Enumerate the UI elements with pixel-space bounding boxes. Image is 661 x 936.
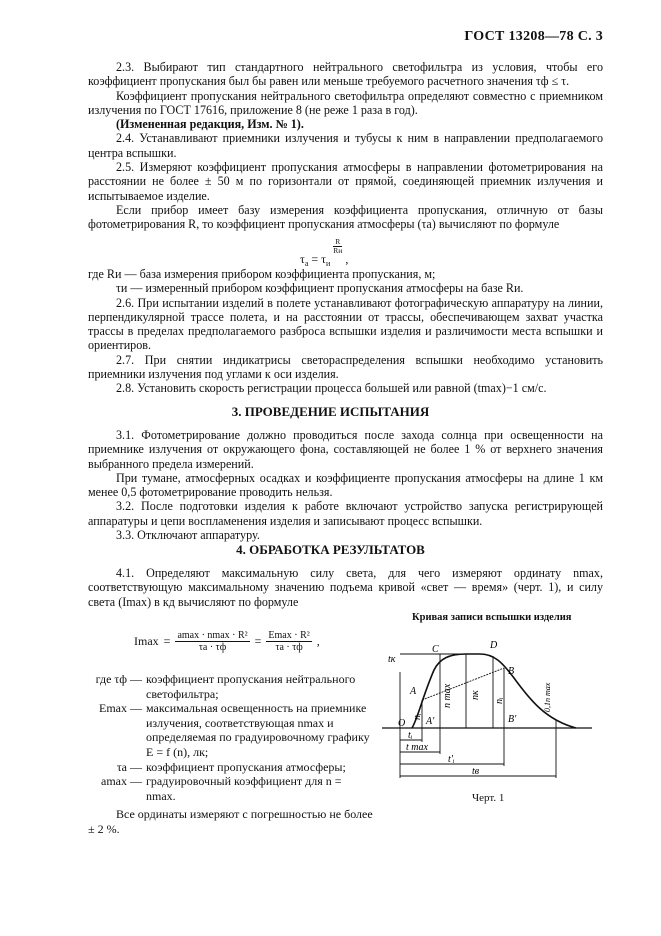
para-3-1: 3.1. Фотометрирование должно проводиться после захода солнца при освещенности на приемнике излучения от окружающего фона, составляющей не более 1 % от верхнего значения выбранного предела измерений. xyxy=(88,428,603,471)
ordinates xyxy=(400,654,556,778)
def-value: коэффициент пропускания атмосферы; xyxy=(146,759,346,774)
def-key: Emax — xyxy=(99,701,142,716)
def-value: коэффициент пропускания нейтрального светофильтра; xyxy=(146,672,356,701)
label-a1: A' xyxy=(426,716,435,727)
para-2-6: 2.6. При испытании изделий в полете устанавливают фотографическую аппаратуру на линии, перпендикулярной трассе полета, и на расстоянии от трассы, обеспечивающем захват участка трассы в пределах предполагаемого разброса вспышки изделия и различимости места вспышки и ориентиров. xyxy=(88,295,603,353)
formula-tail: , xyxy=(345,252,349,266)
label-tb: tв xyxy=(472,766,480,777)
para-3-2: 3.2. После подготовки изделия к работе включают устройство запуска регистрирующей аппаратуры и цепи воспламенения изделия и записывают процесс вспышки. xyxy=(88,499,603,528)
imax-eq: = xyxy=(163,634,171,648)
exp-den: Rи xyxy=(333,246,343,255)
figure-number: Черт. 1 xyxy=(472,792,505,804)
label-ti: tᵢ xyxy=(408,730,413,741)
section-2-text xyxy=(88,60,603,232)
section-3-heading: 3. ПРОВЕДЕНИЕ ИСПЫТАНИЯ xyxy=(231,404,430,419)
para-2-5b: Если прибор имеет базу измерения коэффициента пропускания, отличную от базы фотометрирования R, то коэффициент пропускания атмосферы (τа) вычисляют по формуле xyxy=(88,202,603,232)
frac2-num: Emax · R² xyxy=(268,630,310,641)
label-nmax: n max xyxy=(442,683,453,708)
accuracy-note: Все ординаты измеряют с погрешностью не более ± 2 %. xyxy=(88,807,373,836)
figure-caption: Кривая записи вспышки изделия xyxy=(412,612,572,623)
para-2-7: 2.7. При снятии индикатрисы светораспределения вспышки необходимо установить приемники излучения под углами к оси изделия. xyxy=(88,352,603,382)
frac1-den: τа · τф xyxy=(198,642,227,653)
def-r-u: где Rи — база измерения прибором коэффициента пропускания, м; xyxy=(88,267,436,281)
label-b1: B' xyxy=(508,714,517,725)
label-nk: nк xyxy=(470,690,481,700)
def-row-tau-a xyxy=(88,760,374,775)
def-tau-u: τи — измеренный прибором коэффициент пропускания атмосферы на базе Rи. xyxy=(116,281,524,296)
section-4-heading: 4. ОБРАБОТКА РЕЗУЛЬТАТОВ xyxy=(236,542,425,557)
imax-lhs: Imax xyxy=(134,634,159,648)
frac2-den: τа · τф xyxy=(275,642,303,653)
para-2-4: 2.4. Устанавливают приемники излучения и тубусы к ним в направлении предполагаемого центра вспышки. xyxy=(88,131,603,160)
label-b: B xyxy=(508,666,515,677)
frac1-num: amax · nmax · R² xyxy=(177,630,248,641)
def-value: максимальная освещенность на приемнике излучения, соответствующая nmax и определяемая по градуировочному графику E = f (n), лк; xyxy=(146,701,370,759)
label-a: A xyxy=(410,686,417,697)
imax-tail: , xyxy=(316,634,320,648)
section-2-cont xyxy=(88,267,603,396)
def-row-emax xyxy=(88,701,374,759)
para-2-5: 2.5. Измеряют коэффициент пропускания атмосферы в направлении фотометрирования на расстоянии не более ± 50 м по горизонтали от прямой, соединяющей приемник излучения и испытываемое изделие. xyxy=(88,160,603,203)
para-2-3: 2.3. Выбирают тип стандартного нейтрального светофильтра из условия, чтобы его коэффициент пропускания был бы равен или меньше требуемого расчетного значения τф ≤ τ. xyxy=(88,60,603,89)
label-ni1: nᵢ xyxy=(412,713,423,720)
imax-frac2 xyxy=(266,630,311,653)
exp-num: R xyxy=(333,238,342,247)
def-key: τа — xyxy=(116,759,142,774)
label-tmax: t max xyxy=(406,742,428,753)
label-o: O xyxy=(398,718,406,729)
def-row-amax xyxy=(88,774,374,803)
def-value: градуировочный коэффициент для n = nmax. xyxy=(146,774,342,803)
def-key: amax — xyxy=(101,774,142,789)
formula-lhs: τ xyxy=(300,252,305,266)
formula-imax xyxy=(134,630,320,653)
formula-rhs-sub: и xyxy=(326,259,331,268)
label-c: C xyxy=(432,644,439,655)
formula-rhs: τ xyxy=(321,252,326,266)
flash-curve-figure xyxy=(380,628,600,788)
label-ni2: nᵢ xyxy=(494,697,505,704)
formula-exponent xyxy=(333,238,342,255)
page-header: ГОСТ 13208—78 С. 3 xyxy=(464,29,603,44)
section-3-text xyxy=(88,428,603,542)
para-3-3: 3.3. Отключают аппаратуру. xyxy=(116,528,260,543)
definitions-list xyxy=(88,672,374,837)
imax-eq2: = xyxy=(254,634,262,648)
formula-lhs-sub: а xyxy=(304,259,309,268)
label-01nmax: 0,1n max xyxy=(543,682,552,712)
label-tk: tк xyxy=(388,654,396,665)
def-key: где τф — xyxy=(95,672,142,686)
para-4-1: 4.1. Определяют максимальную силу света, для чего измеряют ординату nmax, соответствующую максимальному значению подъема кривой «свет — время» (черт. 1), и силу света (Imax) в кд вычисляют по формуле xyxy=(88,566,603,609)
label-d: D xyxy=(490,640,498,651)
para-3-1b: При тумане, атмосферных осадках и коэффициенте пропускания атмосферы на длине 1 км менее 0,5 фотометрирование проводить нельзя. xyxy=(88,470,603,500)
para-2-8: 2.8. Установить скорость регистрации процесса большей или равной (tmax)−1 см/с. xyxy=(116,381,547,396)
label-tiprime: t'ᵢ xyxy=(448,754,455,765)
def-row-tau-f xyxy=(88,672,374,701)
para-2-3b: Коэффициент пропускания нейтрального светофильтра определяют совместно с приемником излучения по ГОСТ 17616, приложение 8 (не реже 1 раза в год). xyxy=(88,88,603,117)
formula-tau xyxy=(300,238,348,268)
formula-eq: = xyxy=(311,252,319,266)
imax-frac1 xyxy=(175,630,249,653)
amendment-note: (Измененная редакция, Изм. № 1). xyxy=(116,117,304,132)
section-4-intro xyxy=(88,566,603,609)
